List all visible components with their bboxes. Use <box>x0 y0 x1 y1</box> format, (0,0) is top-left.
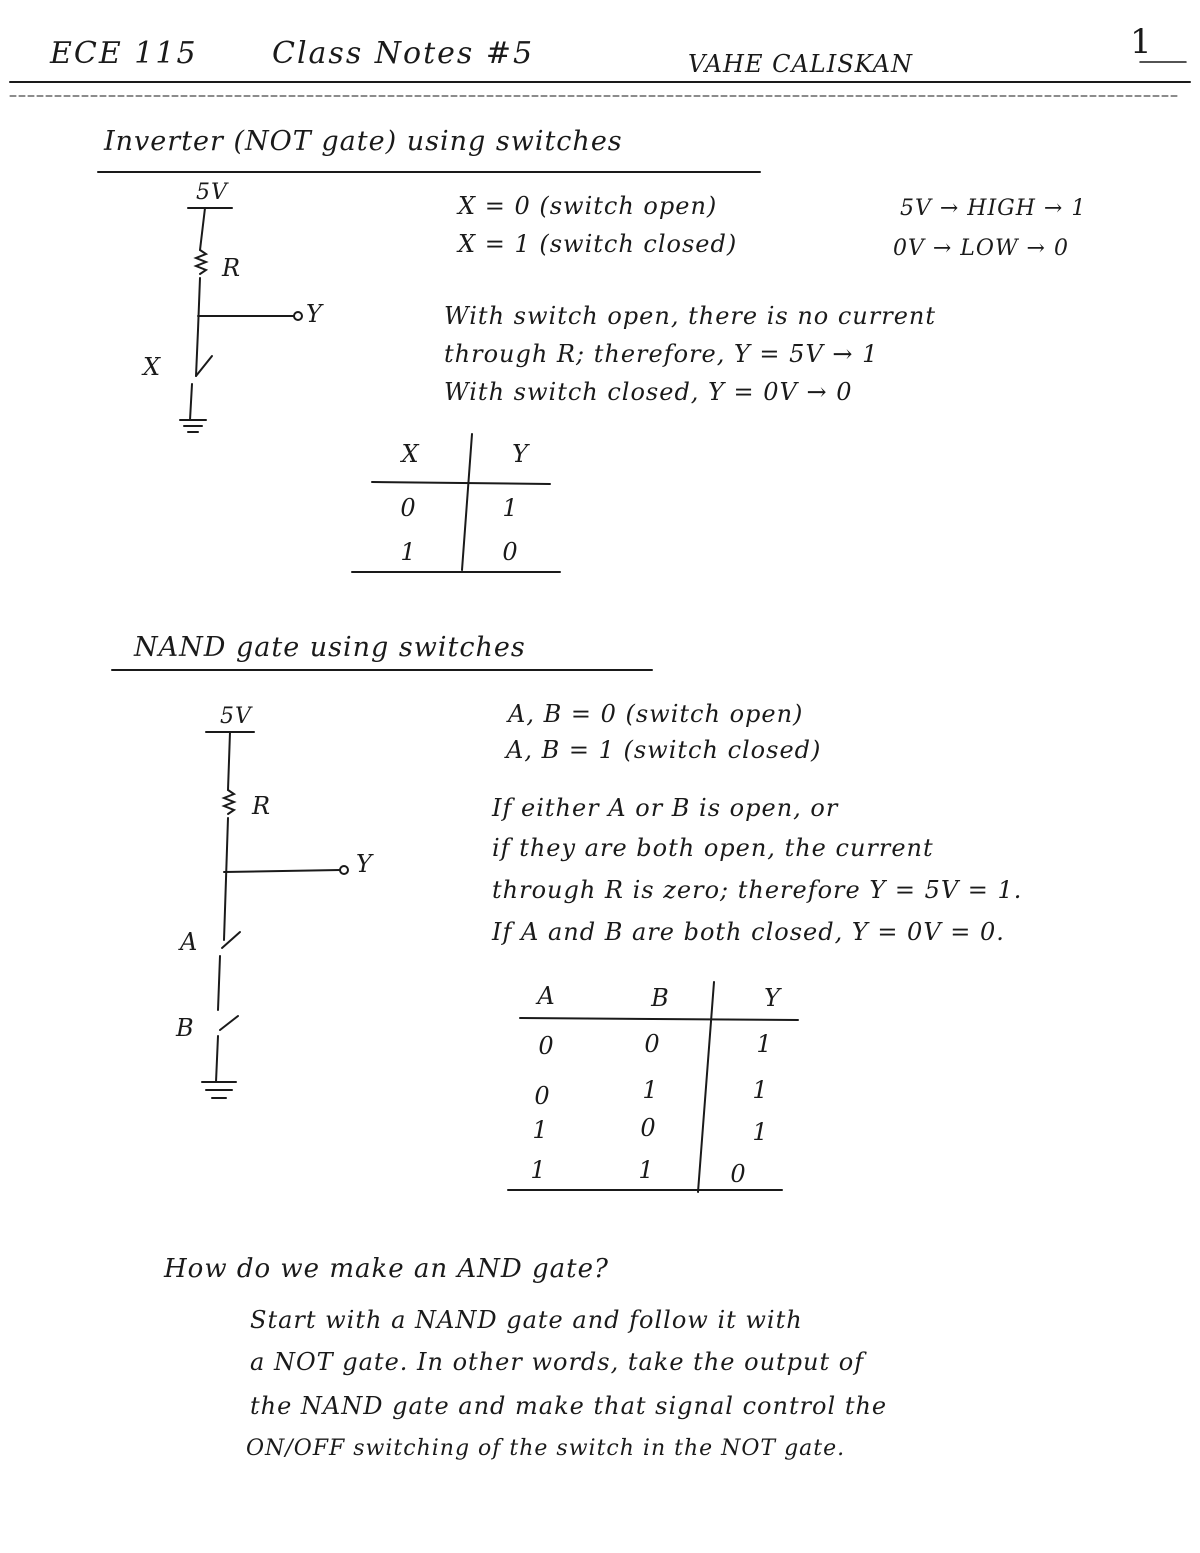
nand-switch-a-label: A <box>180 928 198 956</box>
inverter-table-header-rule <box>372 482 550 484</box>
resistor-zigzag <box>196 250 206 274</box>
and-question: How do we make an AND gate? <box>164 1254 609 1284</box>
and-answer-3: the NAND gate and make that signal control the <box>250 1392 888 1420</box>
nand-table-cell: 0 <box>730 1160 746 1188</box>
inverter-circuit <box>180 208 302 432</box>
wire <box>190 384 192 420</box>
and-answer-4: ON/OFF switching of the switch in the NOT gate. <box>246 1436 846 1461</box>
nand-supply-label: 5V <box>220 704 252 729</box>
wire <box>216 1036 218 1082</box>
nand-table-header-y: Y <box>764 984 780 1012</box>
inverter-title: Inverter (NOT gate) using switches <box>104 126 623 157</box>
nand-table-header-a: A <box>537 982 555 1010</box>
page-number: 1 <box>1130 22 1154 62</box>
inverter-table-cell: 0 <box>400 494 416 522</box>
nand-table-cell: 1 <box>642 1076 658 1104</box>
wire <box>218 956 220 1010</box>
output-terminal <box>294 312 302 320</box>
nand-circuit <box>202 732 348 1098</box>
nand-def-closed: A, B = 1 (switch closed) <box>506 736 822 764</box>
nand-title: NAND gate using switches <box>134 632 526 663</box>
nand-table-cell: 1 <box>638 1156 654 1184</box>
nand-table-cell: 1 <box>752 1118 768 1146</box>
nand-table-cell: 0 <box>640 1114 656 1142</box>
nand-desc-3: through R is zero; therefore Y = 5V = 1. <box>492 876 1023 904</box>
resistor-zigzag <box>224 790 234 814</box>
wire <box>200 208 205 250</box>
nand-desc-2: if they are both open, the current <box>492 834 934 862</box>
nand-table-header-b: B <box>651 984 669 1012</box>
inverter-table-cell: 1 <box>400 538 416 566</box>
and-answer-1: Start with a NAND gate and follow it with <box>250 1306 803 1334</box>
nand-switch-b-label: B <box>176 1014 194 1042</box>
inverter-desc-2: through R; therefore, Y = 5V → 1 <box>444 340 879 368</box>
inverter-def-closed: X = 1 (switch closed) <box>458 230 738 258</box>
inverter-table-header-y: Y <box>512 440 528 468</box>
inverter-desc-3: With switch closed, Y = 0V → 0 <box>444 378 853 406</box>
nand-desc-4: If A and B are both closed, Y = 0V = 0. <box>492 918 1005 946</box>
inverter-switch-label: X <box>143 353 161 381</box>
wire <box>224 818 228 940</box>
notes-title: Class Notes #5 <box>272 36 535 71</box>
nand-table-cell: 0 <box>534 1082 550 1110</box>
nand-table-cell: 1 <box>530 1156 546 1184</box>
and-answer-2: a NOT gate. In other words, take the output of <box>250 1348 865 1376</box>
nand-table-cell: 0 <box>644 1030 660 1058</box>
inverter-map-low: 0V → LOW → 0 <box>893 236 1069 261</box>
inverter-resistor-label: R <box>222 254 241 282</box>
nand-table-column-rule <box>698 982 714 1192</box>
wire <box>198 278 200 330</box>
nand-table-cell: 1 <box>756 1030 772 1058</box>
switch-b-blade <box>220 1016 238 1030</box>
nand-table-cell: 1 <box>532 1116 548 1144</box>
inverter-table-column-rule <box>462 434 472 570</box>
inverter-desc-1: With switch open, there is no current <box>444 302 937 330</box>
inverter-def-open: X = 0 (switch open) <box>458 192 718 220</box>
author-name: VAHE CALISKAN <box>688 50 913 78</box>
nand-table-cell: 0 <box>538 1032 554 1060</box>
inverter-output-label: Y <box>306 300 322 328</box>
nand-resistor-label: R <box>252 792 271 820</box>
nand-table-header-rule <box>520 1018 798 1020</box>
nand-output-label: Y <box>356 850 372 878</box>
inverter-table-cell: 0 <box>502 538 518 566</box>
nand-desc-1: If either A or B is open, or <box>492 794 839 822</box>
inverter-map-high: 5V → HIGH → 1 <box>900 196 1087 221</box>
nand-def-open: A, B = 0 (switch open) <box>508 700 804 728</box>
output-terminal <box>340 866 348 874</box>
switch-blade <box>196 356 212 376</box>
wire <box>228 732 230 790</box>
inverter-table-cell: 1 <box>502 494 518 522</box>
inverter-supply-label: 5V <box>196 180 228 205</box>
wire <box>196 330 198 376</box>
inverter-table-header-x: X <box>401 440 419 468</box>
course-code: ECE 115 <box>50 36 198 71</box>
output-wire <box>224 870 340 872</box>
nand-table-cell: 1 <box>752 1076 768 1104</box>
